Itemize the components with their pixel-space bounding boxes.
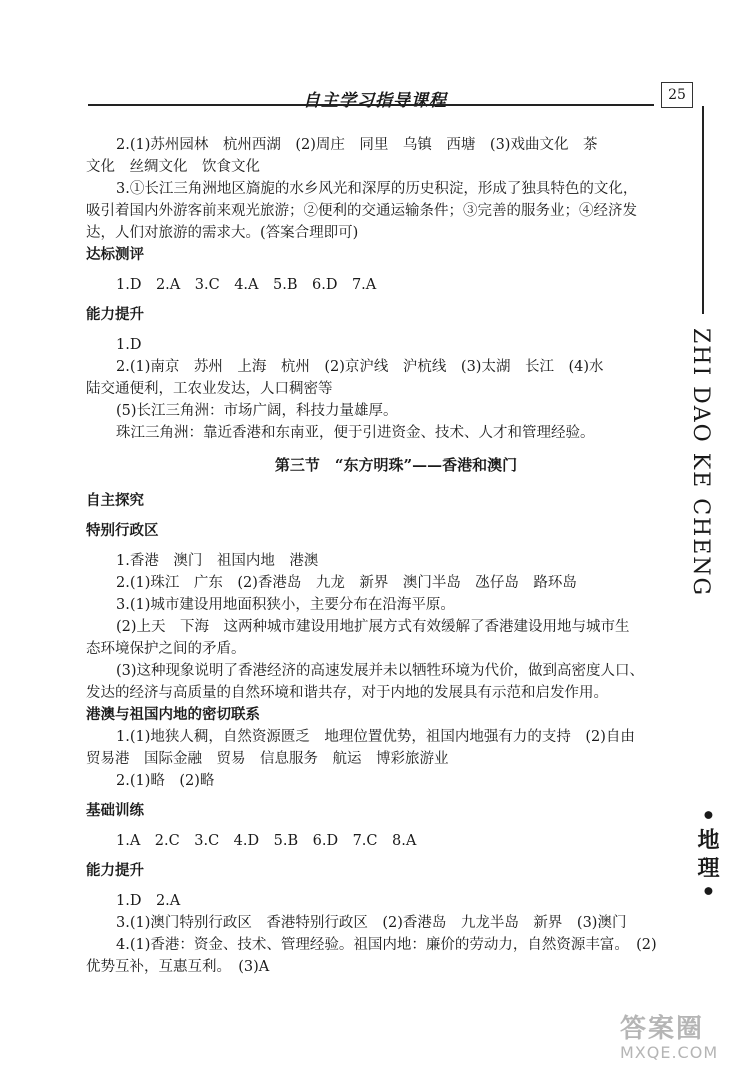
answer-content	[86, 134, 706, 978]
answer-line: 陆交通便利，工农业发达，人口稠密等	[86, 381, 333, 397]
answer-line: 2.(1)苏州园林 杭州西湖 (2)周庄 同里 乌镇 西塘 (3)戏曲文化 茶	[116, 137, 598, 153]
chapter-title: 第三节 “东方明珠”——香港和澳门	[274, 456, 518, 474]
answer-line: 1.D	[116, 337, 142, 353]
answer-line: 吸引着国内外游客前来观光旅游；②便利的交通运输条件；③完善的服务业；④经济发	[86, 203, 637, 219]
answer-line: 1.D 2.A 3.C 4.A 5.B 6.D 7.A	[116, 277, 377, 293]
answer-line: 文化 丝绸文化 饮食文化	[86, 159, 260, 175]
side-series-title: ZHI DAO KE CHENG	[688, 328, 713, 598]
answer-line: (5)长江三角洲：市场广阔，科技力量雄厚。	[116, 403, 398, 419]
answer-line: 优势互补，互惠互利。 (3)A	[86, 959, 270, 975]
answer-line: 4.(1)香港：资金、技术、管理经验。祖国内地：廉价的劳动力，自然资源丰富。 (2)	[116, 937, 657, 953]
watermark-text-cn: 答案圈	[620, 1014, 705, 1044]
answer-line: 3.①长江三角洲地区旖旎的水乡风光和深厚的历史积淀，形成了独具特色的文化，	[116, 181, 638, 197]
answer-line: 2.(1)略 (2)略	[116, 773, 215, 789]
answer-line: 3.(1)澳门特别行政区 香港特别行政区 (2)香港岛 九龙半岛 新界 (3)澳门	[116, 915, 627, 931]
section-heading-zizhu: 自主探究	[86, 492, 144, 509]
answer-line: 1.D 2.A	[116, 893, 181, 909]
answer-line: (2)上天 下海 这两种城市建设用地扩展方式有效缓解了香港建设用地与城市生	[116, 619, 630, 635]
answer-line: 发达的经济与高质量的自然环境和谐共存，对于内地的发展具有示范和启发作用。	[86, 685, 608, 701]
section-heading-nengli-2: 能力提升	[86, 862, 144, 879]
section-heading-gangao: 港澳与祖国内地的密切联系	[86, 706, 260, 723]
section-heading-tebie: 特别行政区	[86, 522, 159, 539]
section-heading-nengli: 能力提升	[86, 306, 144, 323]
answer-line: 1.A 2.C 3.C 4.D 5.B 6.D 7.C 8.A	[116, 833, 417, 849]
answer-line: 2.(1)珠江 广东 (2)香港岛 九龙 新界 澳门半岛 氹仔岛 路环岛	[116, 575, 577, 591]
answer-line: (3)这种现象说明了香港经济的高速发展并未以牺牲环境为代价，做到高密度人口、	[116, 663, 645, 679]
section-heading-dabiao: 达标测评	[86, 246, 144, 263]
answer-line: 达，人们对旅游的需求大。(答案合理即可)	[86, 225, 359, 241]
header-rule	[88, 104, 654, 106]
side-subject-label: •地理•	[694, 808, 720, 905]
answer-line: 贸易港 国际金融 贸易 信息服务 航运 博彩旅游业	[86, 751, 449, 767]
answer-line: 珠江三角洲：靠近香港和东南亚，便于引进资金、技术、人才和管理经验。	[116, 425, 595, 441]
answer-line: 1.香港 澳门 祖国内地 港澳	[116, 553, 319, 569]
answer-line: 3.(1)城市建设用地面积狭小，主要分布在沿海平原。	[116, 597, 455, 613]
page-number: 25	[661, 82, 693, 108]
section-heading-jichu: 基础训练	[86, 802, 144, 819]
page-header-title: 自主学习指导课程	[303, 91, 447, 111]
answer-line: 态环境保护之间的矛盾。	[86, 641, 246, 657]
watermark-logo	[620, 1008, 718, 1062]
answer-line: 1.(1)地狭人稠，自然资源匮乏 地理位置优势，祖国内地强有力的支持 (2)自由	[116, 729, 635, 745]
watermark-text-en: MXQE.COM	[620, 1043, 719, 1062]
answer-line: 2.(1)南京 苏州 上海 杭州 (2)京沪线 沪杭线 (3)太湖 长江 (4)水	[116, 359, 604, 375]
